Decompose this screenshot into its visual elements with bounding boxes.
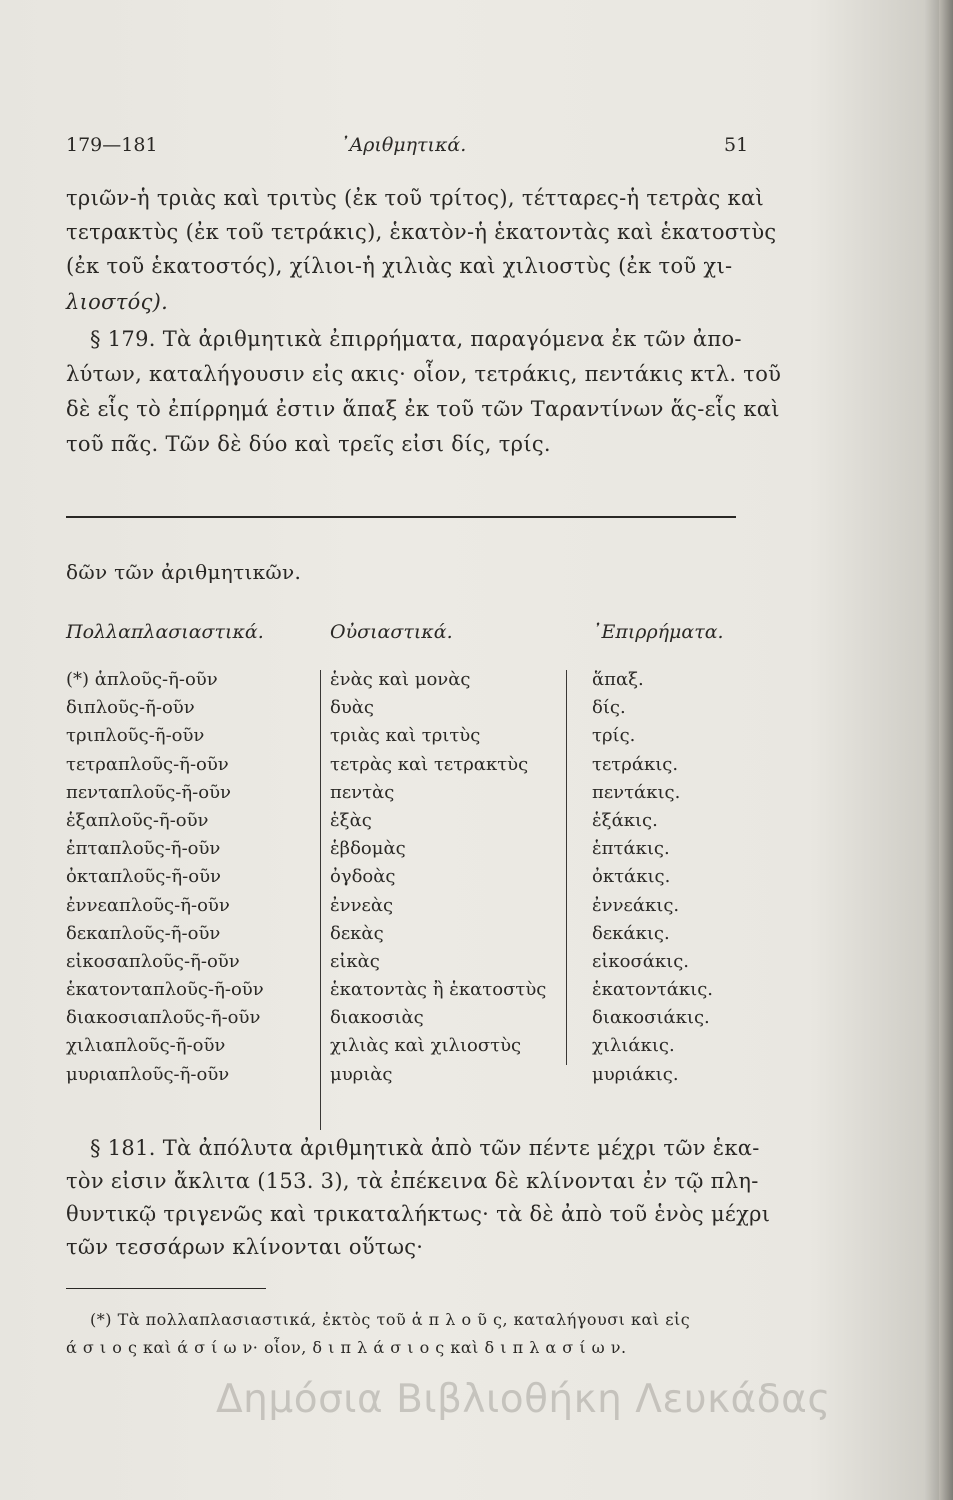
section-181-line: τὸν εἰσιν ἄκλιτα (153. 3), τὰ ἐπέκεινα δὲ κλίνονται ἐν τῷ πλη- [66, 1169, 759, 1193]
substantives-column [330, 666, 546, 1089]
table-cell: ἐννεαπλοῦς-ῆ-οῦν [66, 894, 230, 916]
table-cell: πεντὰς [330, 781, 395, 803]
table-cell: χιλιαπλοῦς-ῆ-οῦν [66, 1035, 226, 1057]
column-rule [566, 670, 567, 1065]
running-title: ᾿Αριθμητικά. [340, 134, 467, 156]
section-179-line: τοῦ πᾶς. Τῶν δὲ δύο καὶ τρεῖς εἰσι δίς, τρίς. [66, 432, 551, 456]
table-cell: ἐννεάκις. [592, 894, 680, 916]
table-cell: διακοσιάκις. [592, 1007, 710, 1029]
table-divider-rule [66, 516, 736, 518]
table-cell: τριὰς καὶ τριτὺς [330, 725, 481, 747]
table-cell: ἐννεὰς [330, 894, 394, 916]
table-cell: πενταπλοῦς-ῆ-οῦν [66, 781, 231, 803]
table-cell: ἑπταπλοῦς-ῆ-οῦν [66, 838, 221, 860]
table-cell: ἅπαξ. [592, 669, 644, 690]
multiplicatives-column [66, 666, 264, 1089]
table-cell: μυριαπλοῦς-ῆ-οῦν [66, 1063, 230, 1085]
footnote-line: (*) Τὰ πολλαπλασιαστικά, ἐκτὸς τοῦ ἁ π λ ο ῦ ς, καταλήγουσι καὶ εἰς [90, 1310, 691, 1329]
column-rule [320, 670, 321, 1130]
header-substantives: Οὐσιαστικά. [330, 621, 453, 643]
table-cell: ἑκατονταπλοῦς-ῆ-οῦν [66, 979, 264, 1001]
table-cell: ὀγδοὰς [330, 866, 396, 888]
table-cell: ἑκατοντάκις. [592, 979, 714, 1001]
table-cell: δεκαπλοῦς-ῆ-οῦν [66, 922, 221, 944]
adverbs-column [592, 666, 713, 1089]
table-cell: δεκὰς [330, 922, 384, 944]
footnote-line: ά σ ι ο ς καὶ ά σ ί ω ν· οἷον, δ ι π λ ά σ ι ο ς καὶ δ ι π λ α σ ί ω ν. [66, 1338, 627, 1357]
table-cell: τρίς. [592, 725, 636, 747]
table-cell: δίς. [592, 697, 626, 719]
section-179-line: δὲ εἷς τὸ ἐπίρρημά ἐστιν ἅπαξ ἐκ τοῦ τῶν Ταραντίνων ἅς-εἷς καὶ [66, 397, 780, 421]
section-181-line: θυντικῷ τριγενῶς καὶ τρικαταλήκτως· τὰ δὲ ἀπὸ τοῦ ἑνὸς μέχρι [66, 1202, 771, 1226]
header-adverbs: ᾿Επιρρήματα. [592, 621, 724, 643]
table-cell: ὀκτάκις. [592, 866, 671, 888]
table-cell: διακοσιὰς [330, 1007, 424, 1029]
header-multiplicatives: Πολλαπλασιαστικά. [66, 621, 264, 643]
table-cell: χιλιάκις. [592, 1035, 675, 1057]
table-cell: ἑξαπλοῦς-ῆ-οῦν [66, 809, 209, 831]
table-cell: διακοσιαπλοῦς-ῆ-οῦν [66, 1007, 261, 1029]
footnote-rule [66, 1288, 266, 1289]
table-cell: ἑξάκις. [592, 809, 658, 831]
section-179-line: § 179. Τὰ ἀριθμητικὰ ἐπιρρήματα, παραγόμενα ἐκ τῶν ἀπο- [90, 327, 742, 351]
text-line: λιοστός). [66, 290, 169, 314]
table-cell: μυριάκις. [592, 1063, 679, 1085]
table-cell: χιλιὰς καὶ χιλιοστὺς [330, 1035, 522, 1057]
table-cell: ἑξὰς [330, 809, 372, 831]
text-line: (ἐκ τοῦ ἑκατοστός), χίλιοι-ἡ χιλιὰς καὶ χιλιοστὺς (ἐκ τοῦ χι- [66, 254, 733, 278]
table-cell: ἑκατοντὰς ἢ ἑκατοστὺς [330, 979, 547, 1001]
section-range: 179—181 [66, 134, 158, 156]
page-number: 51 [724, 134, 749, 156]
library-watermark: Δημόσια Βιβλιοθήκη Λευκάδας [216, 1377, 831, 1422]
table-caption: δῶν τῶν ἀριθμητικῶν. [66, 560, 302, 584]
table-cell: τετράκις. [592, 753, 679, 775]
section-179-line: λύτων, καταλήγουσιν εἰς ακις· οἷον, τετράκις, πεντάκις κτλ. τοῦ [66, 362, 782, 386]
section-181-line: τῶν τεσσάρων κλίνονται οὕτως· [66, 1235, 424, 1259]
table-cell: τετραπλοῦς-ῆ-οῦν [66, 753, 229, 775]
table-cell: ἑνὰς καὶ μονὰς [330, 669, 471, 690]
table-cell: ὀκταπλοῦς-ῆ-οῦν [66, 866, 221, 888]
table-cell: εἰκὰς [330, 950, 380, 972]
table-cell: δυὰς [330, 697, 375, 719]
table-cell: εἰκοσαπλοῦς-ῆ-οῦν [66, 950, 240, 972]
page-edge [939, 0, 953, 1500]
text-line: τριῶν-ἡ τριὰς καὶ τριτὺς (ἐκ τοῦ τρίτος), τέτταρες-ἡ τετρὰς καὶ [66, 186, 764, 210]
table-cell: μυριὰς [330, 1063, 393, 1085]
text-line: τετρακτὺς (ἐκ τοῦ τετράκις), ἑκατὸν-ἡ ἑκατοντὰς καὶ ἑκατοστὺς [66, 220, 777, 244]
table-cell: τριπλοῦς-ῆ-οῦν [66, 725, 205, 747]
table-cell: διπλοῦς-ῆ-οῦν [66, 697, 195, 719]
table-cell: εἰκοσάκις. [592, 950, 690, 972]
table-cell: ἑπτάκις. [592, 838, 670, 860]
table-cell: τετρὰς καὶ τετρακτὺς [330, 753, 529, 775]
section-181-line: § 181. Τὰ ἀπόλυτα ἀριθμητικὰ ἀπὸ τῶν πέντε μέχρι τῶν ἑκα- [90, 1136, 760, 1160]
table-cell: πεντάκις. [592, 781, 681, 803]
table-cell: δεκάκις. [592, 922, 670, 944]
table-cell: (*) ἁπλοῦς-ῆ-οῦν [66, 669, 218, 690]
table-cell: ἑβδομὰς [330, 838, 406, 860]
